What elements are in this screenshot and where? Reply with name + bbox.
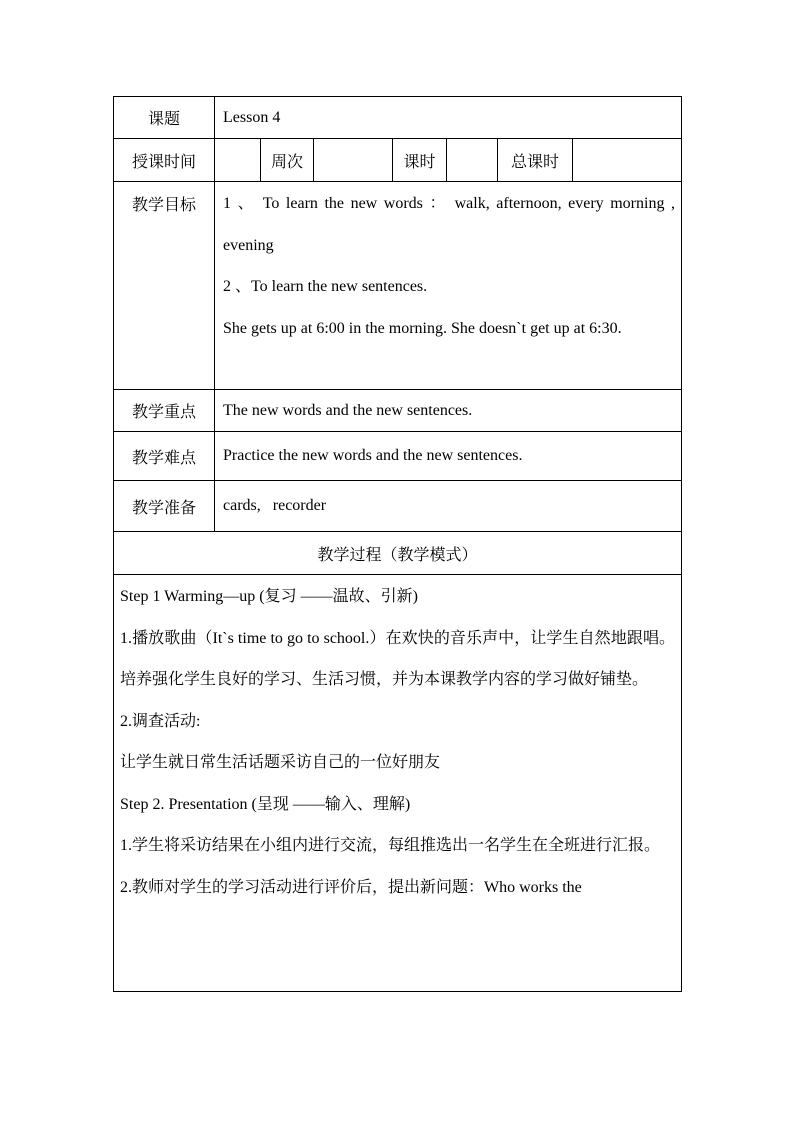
- process-step-2-item-2: 2.教师对学生的学习活动进行评价后，提出新问题：Who works the: [120, 878, 582, 896]
- time-row: [114, 139, 682, 182]
- process-step-1-item-2-detail: 让学生就日常生活话题采访自己的一位好朋友: [120, 754, 441, 771]
- process-header: 教学过程（教学模式）: [114, 532, 682, 575]
- week-value: [314, 139, 393, 182]
- key-points-row: [114, 390, 682, 432]
- difficulties-row: [114, 432, 682, 481]
- preparation-row: [114, 481, 682, 532]
- objective-1: 1 、 To learn the new words ： walk, afternoon, every morning , evening: [223, 195, 676, 254]
- total-value: [573, 139, 682, 182]
- difficulties-value: Practice the new words and the new sentences.: [215, 432, 682, 481]
- process-row: [114, 575, 682, 992]
- total-label: 总课时: [498, 139, 573, 182]
- process-step-2-heading: Step 2. Presentation (呈现 ——输入、理解): [120, 795, 411, 813]
- objective-2: 2 、To learn the new sentences.: [223, 278, 428, 295]
- objective-3: She gets up at 6:00 in the morning. She doesn`t get up at 6:30.: [223, 319, 622, 337]
- week-label: 周次: [261, 139, 314, 182]
- objectives-label: 教学目标: [114, 182, 215, 390]
- time-value: [215, 139, 261, 182]
- objectives-cell: [215, 182, 682, 390]
- title-label: 课题: [114, 97, 215, 139]
- process-step-1-item-1: 1.播放歌曲（It`s time to go to school.）在欢快的音乐声中，让学生自然地跟唱。培养强化学生良好的学习、生活习惯，并为本课教学内容的学习做好铺垫。: [120, 629, 676, 688]
- process-step-1-heading: Step 1 Warming—up (复习 ——温故、引新): [120, 588, 418, 605]
- title-value: Lesson 4: [215, 97, 682, 139]
- period-value: [447, 139, 498, 182]
- key-points-value: The new words and the new sentences.: [215, 390, 682, 432]
- objectives-row: [114, 182, 682, 390]
- title-row: [114, 97, 682, 139]
- difficulties-label: 教学难点: [114, 432, 215, 481]
- preparation-value: cards, recorder: [215, 481, 682, 532]
- lesson-plan-table: [113, 96, 682, 992]
- process-step-1-item-2: 2.调查活动:: [120, 712, 201, 730]
- process-cell: [114, 575, 682, 992]
- process-header-row: [114, 532, 682, 575]
- key-points-label: 教学重点: [114, 390, 215, 432]
- preparation-label: 教学准备: [114, 481, 215, 532]
- process-step-2-item-1: 1.学生将采访结果在小组内进行交流，每组推选出一名学生在全班进行汇报。: [120, 837, 661, 854]
- period-label: 课时: [393, 139, 447, 182]
- time-label: 授课时间: [114, 139, 215, 182]
